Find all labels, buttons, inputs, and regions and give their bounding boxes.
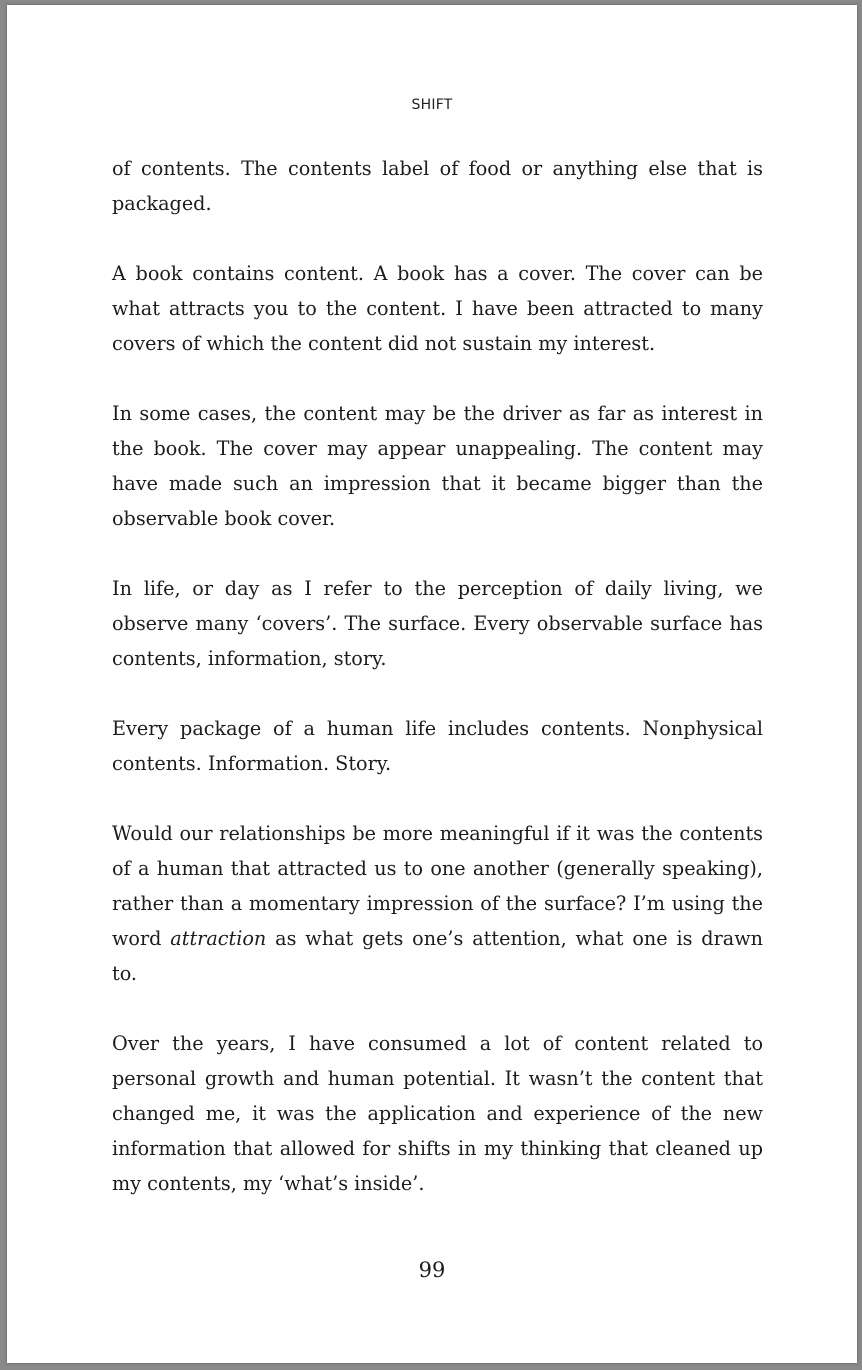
running-head: SHIFT — [411, 97, 453, 113]
paragraph — [112, 816, 763, 991]
paragraph: Every package of a human life includes contents. Nonphysical contents. Information. Story. — [112, 717, 763, 775]
book-page — [7, 5, 857, 1363]
paragraph: In some cases, the content may be the driver as far as interest in the book. The cover may appear unappealing. The content may have made such an impression that it became bigger than the observable book cover. — [112, 402, 763, 530]
paragraph-text: Would our relationships be more meaningful if it was the contents of a human that attracted us to one another (generally speaking), rather than a momentary impression of the surface? I’m using the word — [112, 822, 763, 950]
body-text — [112, 151, 763, 1201]
paragraph: In life, or day as I refer to the perception of daily living, we observe many ‘covers’. The surface. Every observable surface has contents, information, story. — [112, 577, 763, 670]
page-number: 99 — [418, 1258, 446, 1282]
paragraph: A book contains content. A book has a cover. The cover can be what attracts you to the content. I have been attracted to many covers of which the content did not sustain my interest. — [112, 262, 763, 355]
paragraph: Over the years, I have consumed a lot of content related to personal growth and human potential. It wasn’t the content that changed me, it was the application and experience of the new information that allowed for shifts in my thinking that cleaned up my contents, my ‘what’s inside’. — [112, 1032, 763, 1195]
paragraph: of contents. The contents label of food or anything else that is packaged. — [112, 157, 763, 215]
paragraph-text: as what gets one’s attention, what one is drawn to. — [112, 927, 763, 985]
emphasized-word: attraction — [170, 927, 267, 950]
